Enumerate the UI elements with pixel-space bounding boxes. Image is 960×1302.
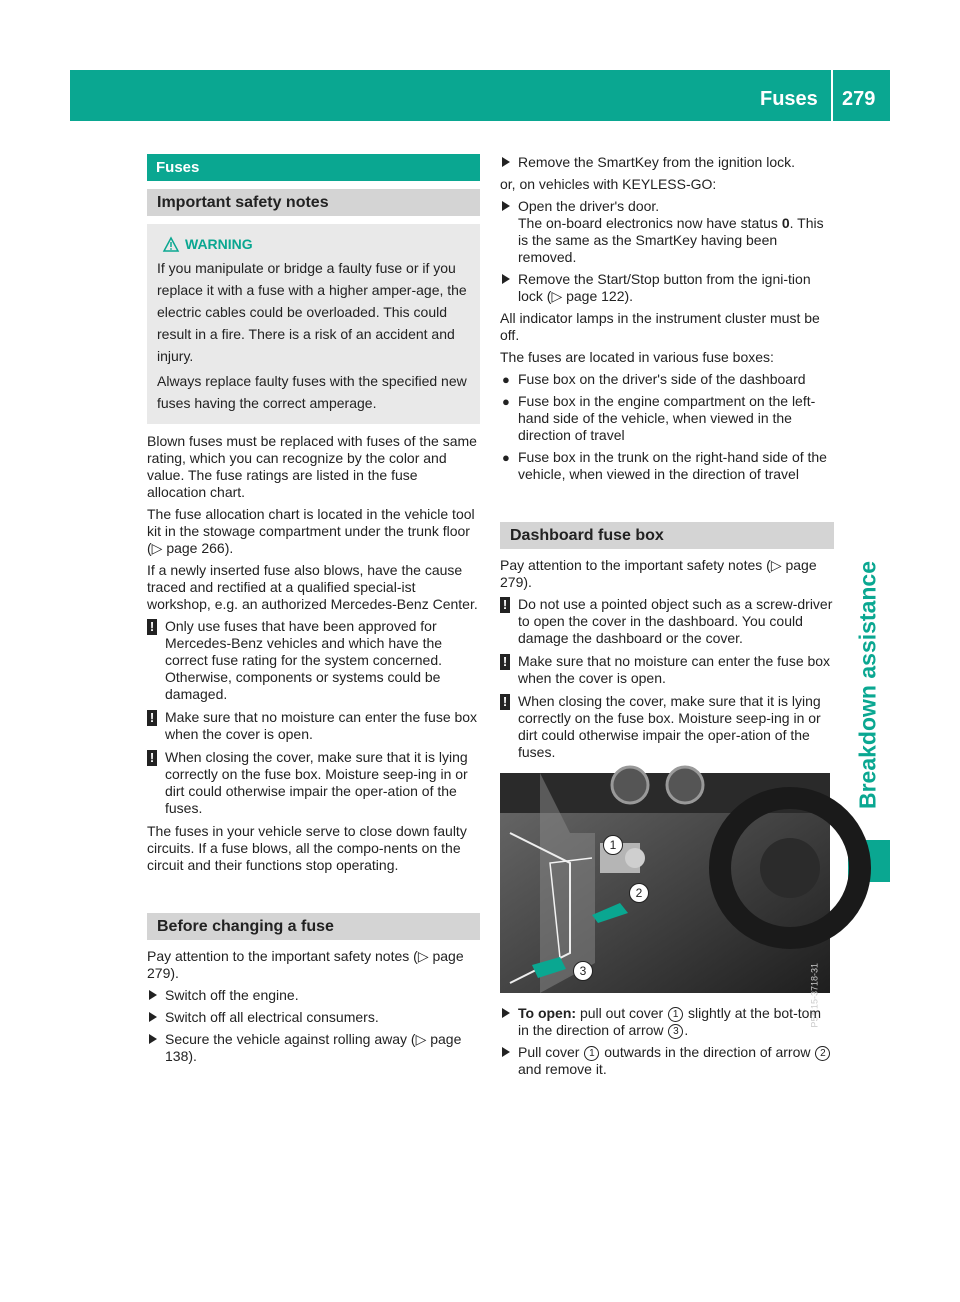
warning-box bbox=[147, 224, 480, 424]
bullet-item bbox=[500, 449, 834, 483]
header-title: Fuses bbox=[760, 88, 818, 110]
step-text: pull out cover bbox=[576, 1005, 668, 1021]
callout-3: 3 bbox=[668, 1024, 683, 1039]
page-number: 279 bbox=[842, 88, 876, 110]
step-text: outwards in the direction of arrow bbox=[600, 1044, 815, 1060]
step-item bbox=[500, 1044, 834, 1078]
step-item bbox=[147, 1031, 480, 1065]
step-item bbox=[500, 1005, 834, 1039]
step-arrow-icon bbox=[502, 1008, 510, 1018]
step-subtext: The on-board electronics now have status bbox=[518, 215, 782, 231]
exclamation-icon: ! bbox=[147, 710, 157, 726]
step-subtext: . This is the same as the SmartKey having been removed. bbox=[518, 215, 824, 265]
notice-item bbox=[500, 596, 834, 647]
dashboard-fuse-box-heading: Dashboard fuse box bbox=[500, 522, 834, 549]
paragraph: If a newly inserted fuse also blows, have the cause traced and rectified at a qualified special-ist workshop, e.g. an authorized Mercedes-Benz Center. bbox=[147, 562, 478, 612]
notice-item bbox=[500, 693, 834, 761]
callout-3: 3 bbox=[573, 961, 593, 981]
step-text: Remove the Start/Stop button from the igni-tion lock (▷ page 122). bbox=[518, 271, 811, 304]
step-text: and remove it. bbox=[518, 1061, 607, 1077]
bullet-item bbox=[500, 393, 834, 444]
step-arrow-icon bbox=[502, 201, 510, 211]
step-arrow-icon bbox=[502, 274, 510, 284]
callout-2: 2 bbox=[629, 883, 649, 903]
left-column bbox=[147, 154, 480, 1070]
step-text: Remove the SmartKey from the ignition lock. bbox=[518, 154, 796, 170]
exclamation-icon: ! bbox=[500, 654, 510, 670]
step-text: Switch off the engine. bbox=[165, 987, 299, 1003]
paragraph: or, on vehicles with KEYLESS-GO: bbox=[500, 176, 717, 192]
warning-label: WARNING bbox=[185, 236, 253, 252]
bullet-text: Fuse box in the trunk on the right-hand side of the vehicle, when viewed in the direction of travel bbox=[518, 449, 827, 482]
step-text: Secure the vehicle against rolling away (▷ page 138). bbox=[165, 1031, 462, 1064]
side-tab-label: Breakdown assistance bbox=[854, 560, 881, 810]
warning-text: Always replace faulty fuses with the specified new fuses having the correct amperage. bbox=[157, 373, 467, 411]
bullet-icon: ● bbox=[502, 394, 510, 409]
step-item bbox=[147, 987, 480, 1004]
photo-code: P54.15-3718-31 bbox=[810, 963, 820, 1028]
step-item bbox=[500, 271, 834, 305]
safety-notes-heading: Important safety notes bbox=[147, 189, 480, 216]
right-column bbox=[500, 154, 834, 1083]
notice-text: When closing the cover, make sure that it is lying correctly on the fuse box. Moisture seep-ing in or dirt could otherwise impair the oper-ation of the fuses. bbox=[165, 749, 468, 816]
header-divider bbox=[831, 70, 833, 121]
notice-item bbox=[147, 749, 480, 817]
side-tab bbox=[838, 555, 898, 815]
bullet-icon: ● bbox=[502, 450, 510, 465]
status-value: 0 bbox=[781, 215, 790, 231]
step-arrow-icon bbox=[149, 1034, 157, 1044]
warning-header bbox=[157, 234, 472, 254]
step-text: slightly at the bot-tom in the direction of arrow bbox=[518, 1005, 822, 1038]
exclamation-icon: ! bbox=[500, 597, 510, 613]
callout-2: 2 bbox=[815, 1046, 830, 1061]
notice-text: Make sure that no moisture can enter the fuse box when the cover is open. bbox=[518, 653, 831, 686]
notice-text: Make sure that no moisture can enter the fuse box when the cover is open. bbox=[165, 709, 478, 742]
exclamation-icon: ! bbox=[147, 750, 157, 766]
warning-triangle-icon bbox=[163, 237, 179, 252]
notice-text: Only use fuses that have been approved for Mercedes-Benz vehicles and which have the correct fuse rating for the system concerned. Otherwise, components or systems could be damaged. bbox=[165, 618, 443, 702]
step-arrow-icon bbox=[149, 1012, 157, 1022]
step-text: . bbox=[684, 1022, 689, 1038]
paragraph: The fuses in your vehicle serve to close down faulty circuits. If a fuse blows, all the compo-nents on the circuit and their functions stop operating. bbox=[147, 823, 467, 873]
bullet-text: Fuse box in the engine compartment on the left-hand side of the vehicle, when viewed in the direction of travel bbox=[518, 393, 816, 443]
step-lead: To open: bbox=[518, 1005, 577, 1021]
callout-1: 1 bbox=[603, 835, 623, 855]
step-item bbox=[500, 198, 834, 266]
notice-item bbox=[147, 709, 480, 743]
paragraph: The fuses are located in various fuse boxes: bbox=[500, 349, 774, 365]
paragraph: Pay attention to the important safety notes (▷ page 279). bbox=[147, 948, 464, 981]
paragraph: All indicator lamps in the instrument cluster must be off. bbox=[500, 310, 820, 343]
paragraph: The fuse allocation chart is located in the vehicle tool kit in the stowage compartment under the trunk floor (▷ page 266). bbox=[147, 506, 475, 556]
callout-1: 1 bbox=[584, 1046, 599, 1061]
bullet-item bbox=[500, 371, 834, 388]
step-item bbox=[500, 154, 834, 171]
paragraph: Pay attention to the important safety notes (▷ page 279). bbox=[500, 557, 817, 590]
section-title: Fuses bbox=[147, 154, 480, 181]
notice-text: Do not use a pointed object such as a screw-driver to open the cover in the dashboard. You could damage the dashboard or the cover. bbox=[518, 596, 833, 646]
bullet-icon: ● bbox=[502, 372, 510, 387]
notice-text: When closing the cover, make sure that it is lying correctly on the fuse box. Moisture seep-ing in or dirt could otherwise impair the oper-ation of the fuses. bbox=[518, 693, 821, 760]
step-text: Switch off all electrical consumers. bbox=[165, 1009, 379, 1025]
paragraph: Blown fuses must be replaced with fuses of the same rating, which you can recognize by the color and value. The fuse ratings are listed in the fuse allocation chart. bbox=[147, 433, 477, 500]
callout-1: 1 bbox=[668, 1007, 683, 1022]
notice-item bbox=[500, 653, 834, 687]
step-arrow-icon bbox=[502, 157, 510, 167]
notice-item bbox=[147, 618, 480, 703]
warning-text: If you manipulate or bridge a faulty fuse or if you replace it with a fuse with a higher amper-age, the electric cables could be overloaded. This could result in a fire. There is a risk of an accident and injury. bbox=[157, 260, 467, 364]
before-changing-heading: Before changing a fuse bbox=[147, 913, 480, 940]
bullet-text: Fuse box on the driver's side of the dashboard bbox=[518, 371, 806, 387]
step-arrow-icon bbox=[149, 990, 157, 1000]
step-text: Pull cover bbox=[518, 1044, 584, 1060]
step-item bbox=[147, 1009, 480, 1026]
exclamation-icon: ! bbox=[500, 694, 510, 710]
step-text: Open the driver's door. bbox=[518, 198, 660, 214]
exclamation-icon: ! bbox=[147, 619, 157, 635]
step-arrow-icon bbox=[502, 1047, 510, 1057]
dashboard-illustration bbox=[500, 773, 830, 993]
